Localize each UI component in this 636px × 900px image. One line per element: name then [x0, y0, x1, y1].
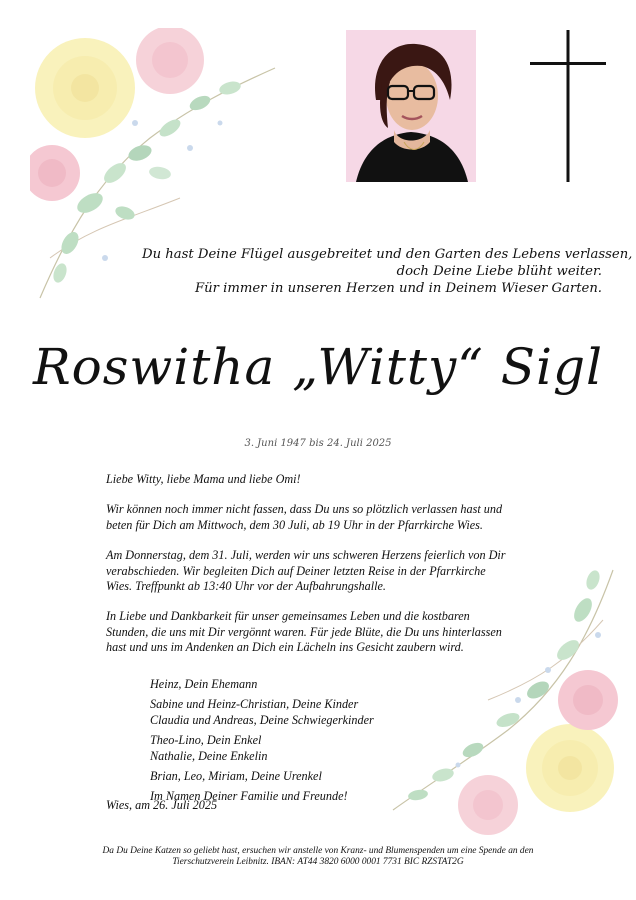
memorial-quote	[142, 246, 633, 297]
portrait-illustration	[346, 30, 476, 182]
mourner-group	[150, 697, 450, 728]
quote-line: doch Deine Liebe blüht weiter.	[396, 264, 602, 279]
mourner-line: Nathalie, Deine Enkelin	[150, 748, 268, 763]
body-line: Stunden, die uns mit Dir vergönnt waren. Für jede Blüte, die Du uns hinterlassen	[106, 624, 502, 639]
body-line: Wies. Treffpunkt ab 13:40 Uhr vor der Aufbahrungshalle.	[106, 579, 386, 594]
place-and-date: Wies, am 26. Juli 2025	[106, 798, 218, 812]
body-line: verabschieden. Wir begleiten Dich auf Deiner letzten Reise in der Pfarrkirche	[106, 563, 486, 578]
mourner-line: Heinz, Dein Ehemann	[150, 677, 258, 691]
body-line: hast und uns im Andenken an Dich ein Lächeln ins Gesicht zaubern wird.	[106, 640, 464, 655]
footer-line: Da Du Deine Katzen so geliebt hast, ersuchen wir anstelle von Kranz- und Blumenspenden um eine Spende an den	[102, 846, 534, 856]
mourner-line: Claudia und Andreas, Deine Schwiegerkinder	[150, 712, 374, 727]
mourner-group	[150, 769, 450, 784]
latin-cross-icon	[530, 30, 606, 182]
life-dates: 3. Juni 1947 bis 24. Juli 2025	[244, 438, 392, 449]
mourner-group	[150, 677, 450, 692]
portrait-photo	[346, 30, 476, 182]
mourner-line: Brian, Leo, Miriam, Deine Urenkel	[150, 769, 322, 784]
footer-line: Tierschutzverein Leibnitz. IBAN: AT44 3820 6000 0001 7731 BIC RZSTAT2G	[172, 857, 464, 867]
mourners-list	[150, 677, 450, 810]
deceased-name: Roswitha „Witty“ Sigl	[33, 338, 603, 396]
mourner-line: Im Namen Deiner Familie und Freunde!	[150, 789, 348, 804]
body-line: Am Donnerstag, dem 31. Juli, werden wir uns schweren Herzens feierlich von Dir	[106, 548, 506, 563]
mourner-line: Theo-Lino, Dein Enkel	[150, 733, 262, 748]
body-line: beten für Dich am Mittwoch, dem 30 Juli, ab 19 Uhr in der Pfarrkirche Wies.	[106, 517, 483, 532]
donation-note	[0, 846, 636, 868]
mourner-group	[150, 733, 450, 764]
greeting-text: Liebe Witty, liebe Mama und liebe Omi!	[106, 472, 301, 486]
body-line: Wir können noch immer nicht fassen, dass Du uns so plötzlich verlassen hast und	[106, 502, 503, 517]
mourner-line: Sabine und Heinz-Christian, Deine Kinder	[150, 697, 359, 712]
body-line: In Liebe und Dankbarkeit für unser gemeinsames Leben und die kostbaren	[106, 609, 470, 624]
quote-line: Du hast Deine Flügel ausgebreitet und den Garten des Lebens verlassen,	[142, 247, 633, 262]
quote-line: Für immer in unseren Herzen und in Deinem Wieser Garten.	[195, 281, 602, 296]
greeting	[106, 472, 546, 487]
